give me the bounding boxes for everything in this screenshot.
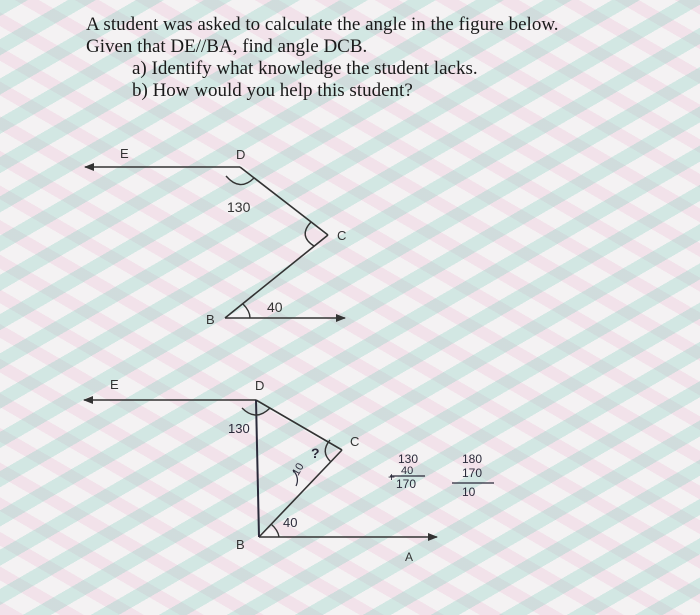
angle-c-arc bbox=[305, 222, 314, 246]
figure-1 bbox=[85, 146, 346, 327]
question-line-1: A student was asked to calculate the angle in the figure below. bbox=[86, 14, 559, 35]
angle-d-value-2: 130 bbox=[228, 421, 250, 436]
work-diff-a: 180 bbox=[462, 452, 483, 466]
angle-b-arc-2 bbox=[271, 524, 279, 537]
label-d-2: D bbox=[255, 378, 265, 393]
label-b: B bbox=[206, 312, 215, 327]
label-d: D bbox=[236, 147, 246, 162]
line-dc-2 bbox=[256, 400, 342, 450]
question-part-b: b) How would you help this student? bbox=[132, 80, 413, 101]
line-dc bbox=[240, 167, 328, 235]
label-e: E bbox=[120, 146, 129, 161]
work-diff-total: 10 bbox=[462, 485, 476, 499]
label-c: C bbox=[337, 228, 347, 243]
student-construction-line bbox=[256, 400, 259, 537]
figure-2 bbox=[84, 377, 437, 564]
angle-d-value: 130 bbox=[227, 199, 251, 215]
question-part-a: a) Identify what knowledge the student lacks. bbox=[132, 58, 478, 79]
work-plus-sign: + bbox=[388, 470, 396, 484]
label-b-2: B bbox=[236, 537, 245, 552]
angle-d-arc bbox=[226, 176, 254, 185]
unknown-angle-mark: ? bbox=[311, 445, 320, 461]
work-sum-a: 130 bbox=[398, 452, 419, 466]
question-line-2: Given that DE//BA, find angle DCB. bbox=[86, 36, 368, 57]
angle-b-value: 40 bbox=[267, 299, 283, 315]
interior-angle-value: 10 bbox=[290, 461, 307, 478]
work-diff-b: 170 bbox=[462, 466, 483, 480]
work-sum-total: 170 bbox=[396, 477, 417, 491]
angle-b-value-2: 40 bbox=[283, 515, 298, 530]
student-work bbox=[388, 452, 494, 499]
angle-b-arc bbox=[243, 304, 250, 318]
label-a-2: A bbox=[405, 550, 414, 564]
work-sum-b: 40 bbox=[401, 465, 414, 477]
label-c-2: C bbox=[350, 434, 360, 449]
label-e-2: E bbox=[110, 377, 119, 392]
